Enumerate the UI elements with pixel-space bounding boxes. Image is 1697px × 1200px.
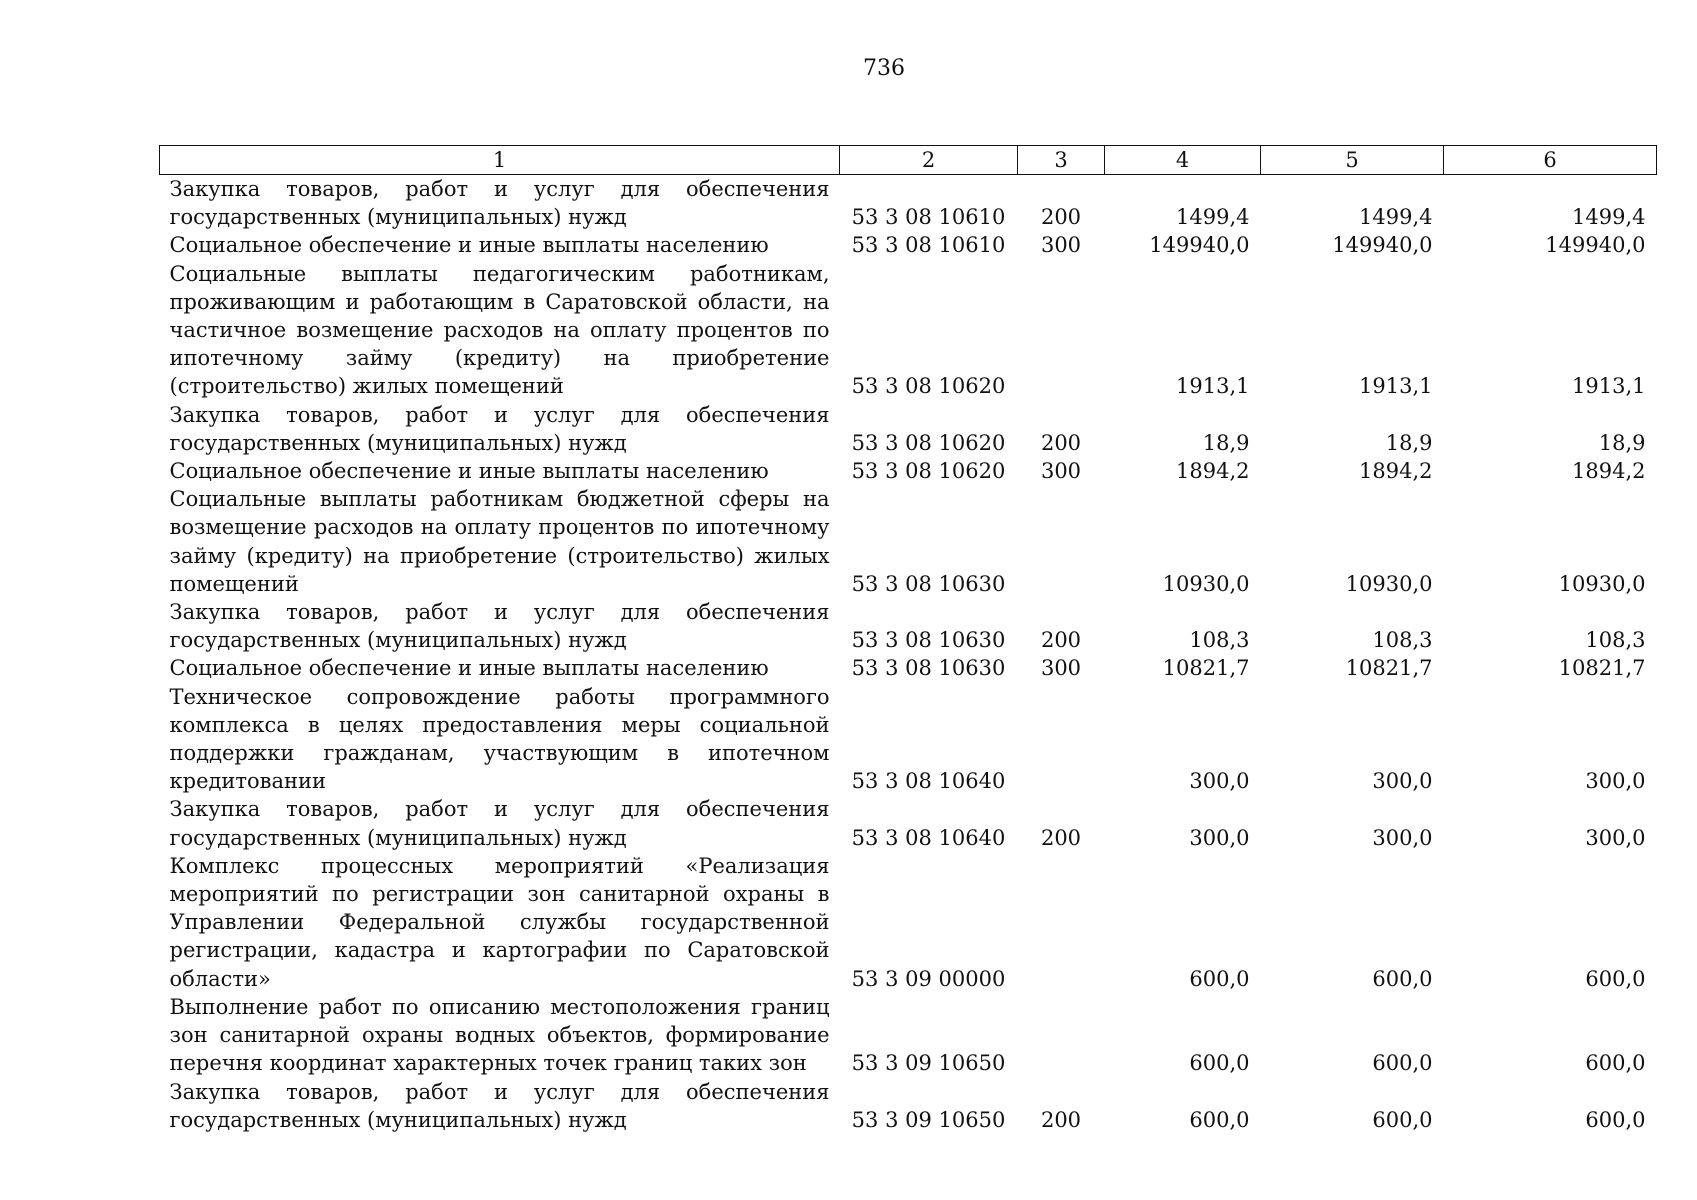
table-row — [160, 654, 1657, 682]
row-type-cell: 200 — [1040, 430, 1082, 455]
row-value-col6-cell: 300,0 — [1585, 769, 1646, 794]
row-type-cell — [1018, 485, 1105, 598]
row-name-cell: Социальные выплаты работникам бюджетной сферы на возмещение расходов на оплату процентов по ипотечному займу (кредиту) на приобретение (строительство) жилых помещений — [169, 487, 830, 596]
row-type-cell — [1018, 260, 1105, 401]
row-value-col4-cell: 1894,2 — [1176, 459, 1250, 484]
row-type-cell: 200 — [1040, 1107, 1082, 1132]
table-row — [160, 260, 1657, 401]
row-code-cell: 53 3 09 00000 — [851, 966, 1006, 991]
row-type-cell: 200 — [1040, 628, 1082, 653]
row-value-col6-cell: 18,9 — [1598, 430, 1646, 455]
table-row — [160, 1078, 1657, 1134]
row-code-cell: 53 3 08 10620 — [851, 459, 1006, 484]
row-type-cell — [1018, 993, 1105, 1078]
row-value-col5-cell: 600,0 — [1372, 1051, 1433, 1076]
row-type-cell: 300 — [1040, 656, 1082, 681]
budget-table — [159, 145, 1657, 1134]
row-value-col4-cell: 1499,4 — [1176, 205, 1250, 230]
row-type-cell — [1018, 683, 1105, 796]
row-name-cell: Закупка товаров, работ и услуг для обеспечения государственных (муниципальных) нужд — [169, 402, 830, 455]
row-type-cell — [1018, 852, 1105, 993]
row-value-col5-cell: 10821,7 — [1345, 656, 1433, 681]
row-value-col5-cell: 18,9 — [1385, 430, 1433, 455]
row-value-col5-cell: 1913,1 — [1359, 374, 1433, 399]
header-cell-6: 6 — [1444, 146, 1657, 175]
row-code-cell: 53 3 08 10640 — [851, 825, 1006, 850]
header-cell-1: 1 — [160, 146, 840, 175]
row-code-cell: 53 3 08 10640 — [851, 769, 1006, 794]
row-type-cell: 200 — [1040, 825, 1082, 850]
table-row — [160, 852, 1657, 993]
header-cell-3: 3 — [1018, 146, 1105, 175]
row-type-cell: 300 — [1040, 233, 1082, 258]
row-value-col5-cell: 1894,2 — [1359, 459, 1433, 484]
row-value-col6-cell: 600,0 — [1585, 966, 1646, 991]
header-cell-4: 4 — [1105, 146, 1261, 175]
row-value-col4-cell: 1913,1 — [1176, 374, 1250, 399]
table-body — [160, 175, 1657, 1134]
table-row — [160, 993, 1657, 1078]
row-name-cell: Социальное обеспечение и иные выплаты населению — [169, 656, 769, 681]
row-value-col6-cell: 10930,0 — [1558, 571, 1646, 596]
row-name-cell: Закупка товаров, работ и услуг для обеспечения государственных (муниципальных) нужд — [169, 600, 830, 653]
table-row — [160, 598, 1657, 654]
row-value-col4-cell: 10930,0 — [1162, 571, 1250, 596]
table-row — [160, 231, 1657, 259]
table-row — [160, 683, 1657, 796]
row-name-cell: Социальное обеспечение и иные выплаты населению — [169, 233, 769, 258]
header-row — [160, 146, 1657, 175]
row-value-col6-cell: 149940,0 — [1545, 233, 1646, 258]
row-name-cell: Закупка товаров, работ и услуг для обеспечения государственных (муниципальных) нужд — [169, 797, 830, 850]
row-code-cell: 53 3 08 10610 — [851, 233, 1006, 258]
row-value-col4-cell: 108,3 — [1189, 628, 1250, 653]
table-row — [160, 795, 1657, 851]
row-value-col5-cell: 1499,4 — [1359, 205, 1433, 230]
row-value-col5-cell: 300,0 — [1372, 825, 1433, 850]
table-row — [160, 175, 1657, 232]
row-type-cell: 200 — [1040, 205, 1082, 230]
row-value-col5-cell: 108,3 — [1372, 628, 1433, 653]
row-name-cell: Закупка товаров, работ и услуг для обеспечения государственных (муниципальных) нужд — [169, 1079, 830, 1132]
row-type-cell: 300 — [1040, 459, 1082, 484]
row-value-col4-cell: 300,0 — [1189, 769, 1250, 794]
row-value-col4-cell: 600,0 — [1189, 1107, 1250, 1132]
row-value-col4-cell: 10821,7 — [1162, 656, 1250, 681]
table-row — [160, 401, 1657, 457]
row-value-col5-cell: 149940,0 — [1332, 233, 1433, 258]
row-code-cell: 53 3 08 10630 — [851, 656, 1006, 681]
row-value-col6-cell: 1894,2 — [1572, 459, 1646, 484]
row-value-col4-cell: 149940,0 — [1149, 233, 1250, 258]
header-cell-5: 5 — [1261, 146, 1444, 175]
row-value-col6-cell: 1499,4 — [1572, 205, 1646, 230]
row-code-cell: 53 3 09 10650 — [851, 1051, 1006, 1076]
table-header — [160, 146, 1657, 175]
table-row — [160, 457, 1657, 485]
row-value-col5-cell: 10930,0 — [1345, 571, 1433, 596]
row-value-col6-cell: 300,0 — [1585, 825, 1646, 850]
row-value-col6-cell: 600,0 — [1585, 1107, 1646, 1132]
budget-table-container — [159, 145, 1656, 1134]
row-value-col4-cell: 18,9 — [1202, 430, 1250, 455]
header-cell-2: 2 — [840, 146, 1018, 175]
row-name-cell: Социальное обеспечение и иные выплаты населению — [169, 459, 769, 484]
row-code-cell: 53 3 08 10630 — [851, 628, 1006, 653]
row-value-col6-cell: 10821,7 — [1558, 656, 1646, 681]
row-value-col5-cell: 600,0 — [1372, 1107, 1433, 1132]
row-value-col5-cell: 600,0 — [1372, 966, 1433, 991]
row-name-cell: Комплекс процессных мероприятий «Реализация мероприятий по регистрации зон санитарной охраны в Управлении Федеральной службы государственной регистрации, кадастра и картографии по Саратовской области» — [169, 853, 830, 991]
row-value-col4-cell: 600,0 — [1189, 966, 1250, 991]
row-name-cell: Выполнение работ по описанию местоположения границ зон санитарной охраны водных объектов, формирование перечня координат характерных точек границ таких зон — [169, 994, 830, 1076]
row-value-col5-cell: 300,0 — [1372, 769, 1433, 794]
row-value-col6-cell: 1913,1 — [1572, 374, 1646, 399]
row-value-col6-cell: 108,3 — [1585, 628, 1646, 653]
page-number: 736 — [863, 56, 905, 81]
table-row — [160, 485, 1657, 598]
row-name-cell: Социальные выплаты педагогическим работникам, проживающим и работающим в Саратовской области, на частичное возмещение расходов на оплату процентов по ипотечному займу (кредиту) на приобретение (строительство) жилых помещений — [169, 261, 830, 399]
row-code-cell: 53 3 08 10610 — [851, 205, 1006, 230]
row-code-cell: 53 3 08 10620 — [851, 430, 1006, 455]
row-code-cell: 53 3 09 10650 — [851, 1107, 1006, 1132]
row-name-cell: Техническое сопровождение работы программного комплекса в целях предоставления меры социальной поддержки гражданам, участвующим в ипотечном кредитовании — [169, 684, 830, 794]
row-value-col4-cell: 600,0 — [1189, 1051, 1250, 1076]
row-code-cell: 53 3 08 10630 — [851, 571, 1006, 596]
row-value-col4-cell: 300,0 — [1189, 825, 1250, 850]
row-value-col6-cell: 600,0 — [1585, 1051, 1646, 1076]
row-code-cell: 53 3 08 10620 — [851, 374, 1006, 399]
row-name-cell: Закупка товаров, работ и услуг для обеспечения государственных (муниципальных) нужд — [169, 177, 830, 230]
